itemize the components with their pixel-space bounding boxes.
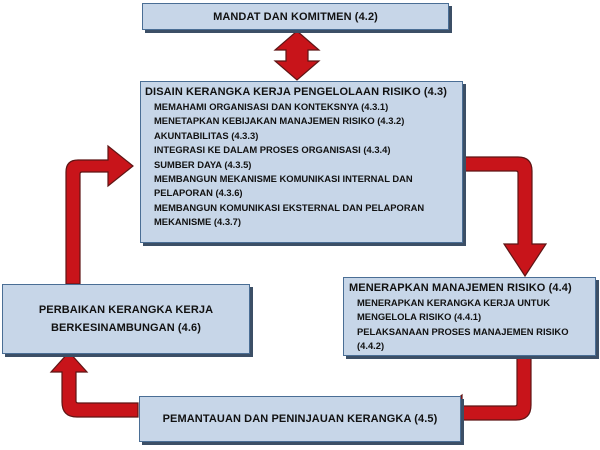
double-arrow-mandate-design (275, 31, 319, 80)
implement-title: MENERAPKAN MANAJEMEN RISIKO (4.4) (349, 282, 572, 294)
mandate-commitment-box (142, 3, 449, 30)
monitoring-review-box (139, 396, 461, 442)
improve-line: BERKESINAMBUNGAN (4.6) (50, 322, 202, 334)
design-item: INTEGRASI KE DALAM PROSES ORGANISASI (4.3.4) (154, 144, 391, 156)
design-item: MEKANISME (4.3.7) (154, 216, 241, 228)
design-item: MEMAHAMI ORGANISASI DAN KONTEKSNYA (4.3.1) (154, 101, 389, 112)
framework-design-box (140, 81, 463, 243)
implement-item: PELAKSANAAN PROSES MANAJEMEN RISIKO (357, 325, 569, 337)
design-item: MEMBANGUN MEKANISME KOMUNIKASI INTERNAL DAN (154, 173, 413, 185)
implement-item: MENERAPKAN KERANGKA KERJA UNTUK (357, 297, 551, 308)
design-item: MENETAPKAN KEBIJAKAN MANAJEMEN RISIKO (4.3.2) (154, 115, 405, 127)
design-item: MEMBANGUN KOMUNIKASI EKSTERNAL DAN PELAPORAN (154, 201, 425, 213)
implement-item: (4.4.2) (357, 340, 385, 352)
implement-item: MENGELOLA RISIKO (4.4.1) (357, 311, 482, 323)
continual-improvement-box (2, 284, 250, 354)
design-item: AKUNTABILITAS (4.3.3) (154, 129, 259, 141)
implement-risk-management-box (343, 277, 596, 356)
design-item-list (145, 100, 462, 230)
monitor-label: PEMANTAUAN DAN PENINJAUAN KERANGKA (4.5) (162, 413, 438, 425)
arrow-monitor-to-improve (51, 352, 138, 417)
arrow-improve-to-design (66, 146, 133, 284)
improve-line: PERBAIKAN KERANGKA KERJA (38, 304, 214, 316)
design-title: DISAIN KERANGKA KERJA PENGELOLAAN RISIKO (4.3) (145, 86, 448, 98)
arrow-design-to-implement (463, 157, 546, 276)
implement-item-list (349, 296, 595, 354)
mandate-label: MANDAT DAN KOMITMEN (4.2) (213, 10, 378, 23)
design-item: SUMBER DAYA (4.3.5) (154, 158, 252, 170)
design-item: PELAPORAN (4.3.6) (154, 187, 243, 199)
